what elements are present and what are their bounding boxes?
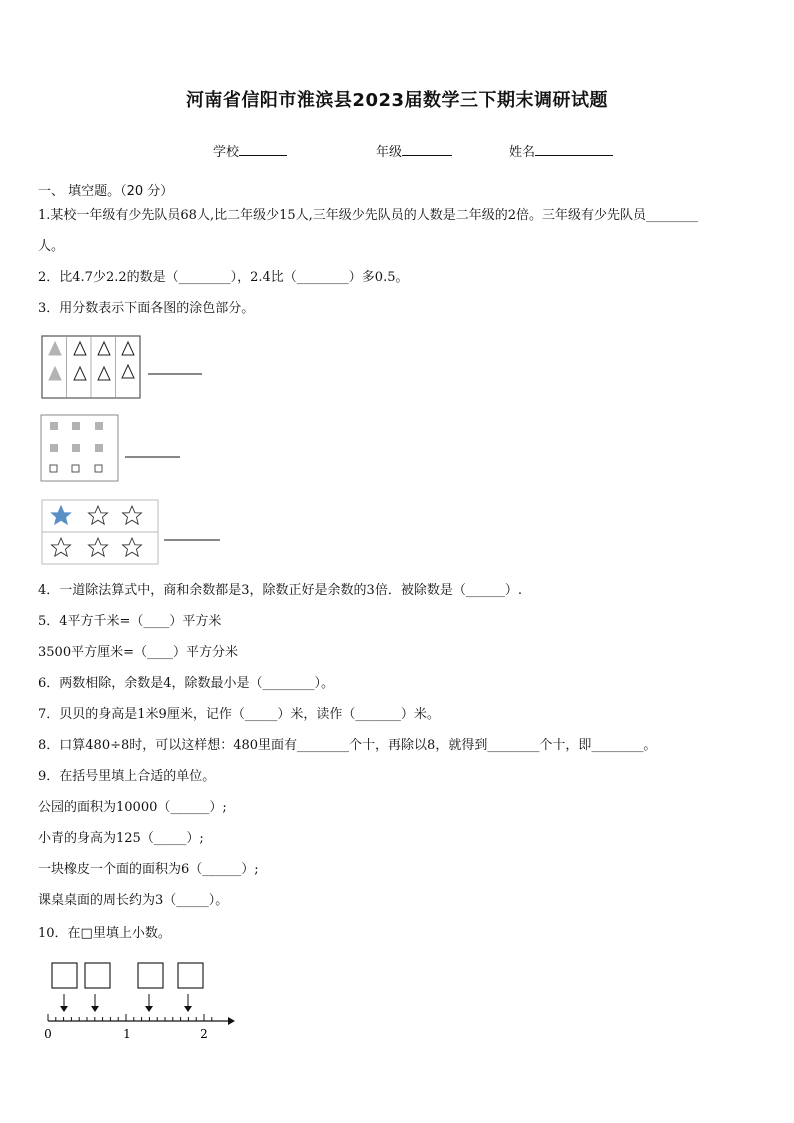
question-9: 9．在括号里填上合适的单位。 bbox=[38, 769, 216, 784]
question-5-part-2: 3500平方厘米=（____）平方分米 bbox=[38, 645, 238, 660]
school-blank[interactable] bbox=[239, 142, 287, 156]
square-icon bbox=[72, 465, 79, 472]
triangle-figure bbox=[40, 334, 210, 402]
axis-arrow-icon bbox=[228, 1017, 235, 1025]
question-5: 5．4平方千米=（____）平方米 bbox=[38, 614, 222, 629]
shaded-square-icon bbox=[50, 422, 58, 430]
name-blank[interactable] bbox=[535, 142, 613, 156]
answer-box[interactable] bbox=[138, 963, 163, 988]
grade-label: 年级 bbox=[376, 145, 403, 160]
answer-box[interactable] bbox=[85, 963, 110, 988]
grade-blank[interactable] bbox=[402, 142, 452, 156]
star-icon bbox=[89, 538, 108, 556]
page-title: 河南省信阳市淮滨县2023届数学三下期末调研试题 bbox=[185, 90, 609, 111]
question-2: 2．比4.7少2.2的数是（________），2.4比（________）多0.5。 bbox=[38, 270, 409, 285]
star-figure bbox=[40, 498, 222, 570]
star-icon bbox=[123, 538, 142, 556]
star-icon bbox=[52, 538, 71, 556]
shaded-square-icon bbox=[72, 444, 80, 452]
square-icon bbox=[50, 465, 57, 472]
tick-label-2: 2 bbox=[200, 1027, 208, 1041]
triangle-icon bbox=[74, 342, 86, 355]
name-field[interactable] bbox=[509, 141, 613, 160]
question-1: 1.某校一年级有少先队员68人,比二年级少15人,三年级少先队员的人数是二年级的2倍。三年级有少先队员________ bbox=[38, 208, 699, 223]
star-icon bbox=[123, 506, 142, 524]
triangle-icon bbox=[98, 342, 110, 355]
down-arrow-icon bbox=[64, 994, 188, 1008]
question-3: 3．用分数表示下面各图的涂色部分。 bbox=[38, 301, 255, 316]
answer-box[interactable] bbox=[52, 963, 77, 988]
question-9-item-3: 一块橡皮一个面的面积为6（______）; bbox=[38, 862, 259, 877]
triangle-icon bbox=[74, 367, 86, 380]
tick-label-1: 1 bbox=[123, 1027, 131, 1041]
number-line-figure bbox=[38, 958, 238, 1048]
school-field[interactable] bbox=[213, 141, 287, 160]
arrow-head-icon bbox=[60, 1006, 192, 1012]
star-icon bbox=[89, 506, 108, 524]
shaded-triangle-icon bbox=[49, 342, 61, 355]
name-label: 姓名 bbox=[509, 145, 536, 160]
shaded-square-icon bbox=[72, 422, 80, 430]
answer-box[interactable] bbox=[178, 963, 203, 988]
shaded-square-icon bbox=[95, 444, 103, 452]
question-10: 10．在□里填上小数。 bbox=[38, 926, 171, 941]
shaded-square-icon bbox=[95, 422, 103, 430]
question-9-item-1: 公园的面积为10000（______）; bbox=[38, 800, 227, 815]
question-6: 6．两数相除，余数是4，除数最小是（________）。 bbox=[38, 676, 335, 691]
school-label: 学校 bbox=[213, 145, 240, 160]
question-4: 4．一道除法算式中，商和余数都是3，除数正好是余数的3倍．被除数是（______）. bbox=[38, 583, 522, 598]
question-7: 7．贝贝的身高是1米9厘米，记作（_____）米，读作（_______）米。 bbox=[38, 707, 440, 722]
question-8: 8．口算480÷8时，可以这样想：480里面有________个十，再除以8，就得到________个十，即________。 bbox=[38, 738, 657, 753]
shaded-star-icon bbox=[52, 506, 71, 524]
section-heading: 一、 填空题。（20 分） bbox=[38, 184, 174, 199]
triangle-icon bbox=[122, 342, 134, 355]
shaded-triangle-icon bbox=[49, 367, 61, 380]
tick-label-0: 0 bbox=[44, 1027, 52, 1041]
grade-field[interactable] bbox=[376, 141, 452, 160]
question-9-item-2: 小青的身高为125（_____）; bbox=[38, 831, 204, 846]
number-line-ticks bbox=[48, 1014, 212, 1021]
question-9-item-4: 课桌桌面的周长约为3（_____）。 bbox=[38, 893, 229, 908]
question-1-cont: 人。 bbox=[38, 239, 65, 254]
square-icon bbox=[95, 465, 102, 472]
square-figure bbox=[40, 414, 185, 484]
shaded-square-icon bbox=[50, 444, 58, 452]
triangle-icon bbox=[122, 365, 134, 378]
triangle-icon bbox=[98, 367, 110, 380]
